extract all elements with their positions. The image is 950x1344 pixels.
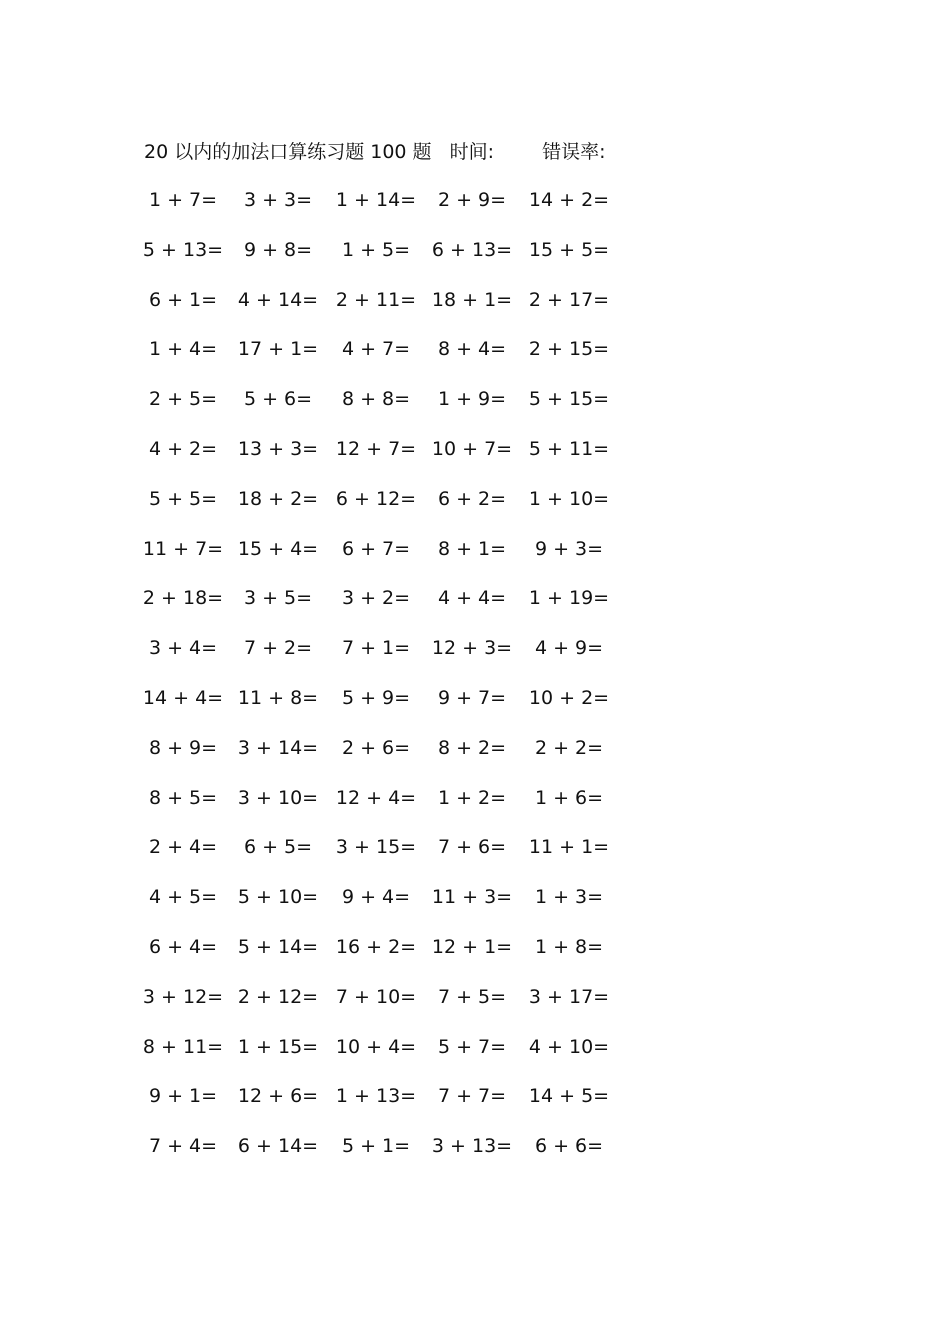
problem-cell: 3 + 13= xyxy=(431,1135,513,1158)
problem-row xyxy=(0,1131,950,1161)
error-rate-label: 错误率: xyxy=(542,141,606,163)
problem-cell: 2 + 9= xyxy=(437,189,507,211)
problem-cell: 8 + 5= xyxy=(148,786,218,809)
problem-cell: 9 + 7= xyxy=(437,687,507,709)
problem-cell: 4 + 9= xyxy=(534,637,604,660)
problem-cell: 5 + 9= xyxy=(341,687,411,709)
problem-cell: 2 + 4= xyxy=(148,836,218,859)
problem-cell: 11 + 3= xyxy=(431,886,513,909)
problem-row xyxy=(0,683,950,713)
problem-cell: 5 + 6= xyxy=(243,388,313,411)
problem-cell: 6 + 2= xyxy=(437,487,507,510)
problem-cell: 1 + 13= xyxy=(335,1085,417,1108)
problem-cell: 12 + 3= xyxy=(431,637,513,660)
problem-row xyxy=(0,583,950,613)
problem-cell: 2 + 6= xyxy=(341,736,411,759)
problem-row xyxy=(0,484,950,514)
problem-cell: 11 + 8= xyxy=(237,687,319,709)
problem-cell: 2 + 11= xyxy=(335,288,417,311)
problem-cell: 1 + 5= xyxy=(341,238,411,261)
problem-cell: 7 + 10= xyxy=(335,985,417,1008)
problem-cell: 13 + 3= xyxy=(237,438,319,460)
problem-cell: 4 + 14= xyxy=(237,288,319,311)
problem-cell: 1 + 14= xyxy=(335,189,417,211)
problem-cell: 1 + 3= xyxy=(534,886,604,909)
problem-cell: 5 + 10= xyxy=(237,886,319,909)
problem-cell: 6 + 12= xyxy=(335,487,417,510)
problem-cell: 6 + 13= xyxy=(431,238,513,261)
problem-cell: 3 + 2= xyxy=(341,587,411,610)
problem-row xyxy=(0,434,950,464)
problem-cell: 9 + 4= xyxy=(341,886,411,909)
problem-cell: 7 + 2= xyxy=(243,637,313,660)
problem-cell: 6 + 1= xyxy=(148,288,218,311)
problem-cell: 17 + 1= xyxy=(237,338,319,361)
problem-row xyxy=(0,733,950,763)
problem-cell: 1 + 9= xyxy=(437,388,507,411)
problem-cell: 1 + 15= xyxy=(237,1035,319,1058)
problem-cell: 8 + 4= xyxy=(437,338,507,361)
problem-cell: 2 + 17= xyxy=(528,288,610,311)
problem-cell: 11 + 1= xyxy=(528,836,610,859)
problem-cell: 3 + 4= xyxy=(148,637,218,660)
problem-cell: 3 + 12= xyxy=(142,985,224,1008)
problem-cell: 10 + 4= xyxy=(335,1035,417,1058)
problem-cell: 5 + 13= xyxy=(142,238,224,261)
problem-row xyxy=(0,882,950,912)
problem-row xyxy=(0,534,950,564)
problem-cell: 9 + 3= xyxy=(534,537,604,560)
problem-cell: 7 + 7= xyxy=(437,1085,507,1108)
problem-cell: 15 + 5= xyxy=(528,238,610,261)
problem-cell: 12 + 7= xyxy=(335,438,417,460)
problem-cell: 1 + 8= xyxy=(534,936,604,958)
problem-row xyxy=(0,783,950,813)
problem-cell: 5 + 7= xyxy=(437,1035,507,1058)
problem-row xyxy=(0,1081,950,1111)
problem-cell: 9 + 1= xyxy=(148,1085,218,1108)
problem-row xyxy=(0,932,950,962)
problem-cell: 6 + 4= xyxy=(148,936,218,958)
problem-cell: 3 + 15= xyxy=(335,836,417,859)
problem-cell: 14 + 2= xyxy=(528,189,610,211)
problem-cell: 1 + 19= xyxy=(528,587,610,610)
problem-row xyxy=(0,982,950,1012)
problem-row xyxy=(0,235,950,265)
problem-row xyxy=(0,334,950,364)
problem-cell: 6 + 6= xyxy=(534,1135,604,1158)
problem-cell: 10 + 7= xyxy=(431,438,513,460)
problem-cell: 6 + 5= xyxy=(243,836,313,859)
problem-row xyxy=(0,185,950,215)
problem-cell: 5 + 14= xyxy=(237,936,319,958)
problem-cell: 18 + 1= xyxy=(431,288,513,311)
problem-cell: 4 + 10= xyxy=(528,1035,610,1058)
problem-cell: 11 + 7= xyxy=(142,537,224,560)
problem-cell: 8 + 9= xyxy=(148,736,218,759)
problem-cell: 2 + 12= xyxy=(237,985,319,1008)
problem-cell: 2 + 15= xyxy=(528,338,610,361)
problem-cell: 8 + 1= xyxy=(437,537,507,560)
problem-cell: 3 + 17= xyxy=(528,985,610,1008)
problem-cell: 3 + 10= xyxy=(237,786,319,809)
problem-cell: 16 + 2= xyxy=(335,936,417,958)
problem-cell: 7 + 5= xyxy=(437,985,507,1008)
problem-cell: 5 + 11= xyxy=(528,438,610,460)
problem-cell: 7 + 4= xyxy=(148,1135,218,1158)
problem-cell: 3 + 14= xyxy=(237,736,319,759)
problem-cell: 4 + 4= xyxy=(437,587,507,610)
problem-cell: 12 + 6= xyxy=(237,1085,319,1108)
problem-row xyxy=(0,384,950,414)
problem-cell: 2 + 18= xyxy=(142,587,224,610)
problem-cell: 15 + 4= xyxy=(237,537,319,560)
problem-cell: 6 + 14= xyxy=(237,1135,319,1158)
problem-cell: 2 + 2= xyxy=(534,736,604,759)
problem-cell: 8 + 8= xyxy=(341,388,411,411)
problem-cell: 5 + 15= xyxy=(528,388,610,411)
problem-cell: 4 + 5= xyxy=(148,886,218,909)
problem-cell: 1 + 7= xyxy=(148,189,218,211)
problem-cell: 7 + 6= xyxy=(437,836,507,859)
problem-cell: 14 + 5= xyxy=(528,1085,610,1108)
problem-cell: 3 + 5= xyxy=(243,587,313,610)
problem-cell: 14 + 4= xyxy=(142,687,224,709)
problem-cell: 5 + 5= xyxy=(148,487,218,510)
problem-cell: 18 + 2= xyxy=(237,487,319,510)
problem-cell: 2 + 5= xyxy=(148,388,218,411)
problem-cell: 1 + 10= xyxy=(528,487,610,510)
time-label: 时间: xyxy=(449,141,495,163)
problem-row xyxy=(0,633,950,663)
problem-cell: 3 + 3= xyxy=(243,189,313,211)
problem-cell: 1 + 6= xyxy=(534,786,604,809)
problem-cell: 1 + 4= xyxy=(148,338,218,361)
problem-cell: 7 + 1= xyxy=(341,637,411,660)
problem-cell: 8 + 2= xyxy=(437,736,507,759)
problem-cell: 4 + 7= xyxy=(341,338,411,361)
problem-cell: 10 + 2= xyxy=(528,687,610,709)
problem-cell: 5 + 1= xyxy=(341,1135,411,1158)
title-text: 20 以内的加法口算练习题 100 题 xyxy=(144,141,432,163)
problem-cell: 12 + 1= xyxy=(431,936,513,958)
problem-row xyxy=(0,1032,950,1062)
problem-cell: 8 + 11= xyxy=(142,1035,224,1058)
problem-cell: 6 + 7= xyxy=(341,537,411,560)
problem-cell: 12 + 4= xyxy=(335,786,417,809)
problem-row xyxy=(0,832,950,862)
problem-row xyxy=(0,285,950,315)
problem-cell: 9 + 8= xyxy=(243,238,313,261)
problem-cell: 1 + 2= xyxy=(437,786,507,809)
problem-cell: 4 + 2= xyxy=(148,438,218,460)
